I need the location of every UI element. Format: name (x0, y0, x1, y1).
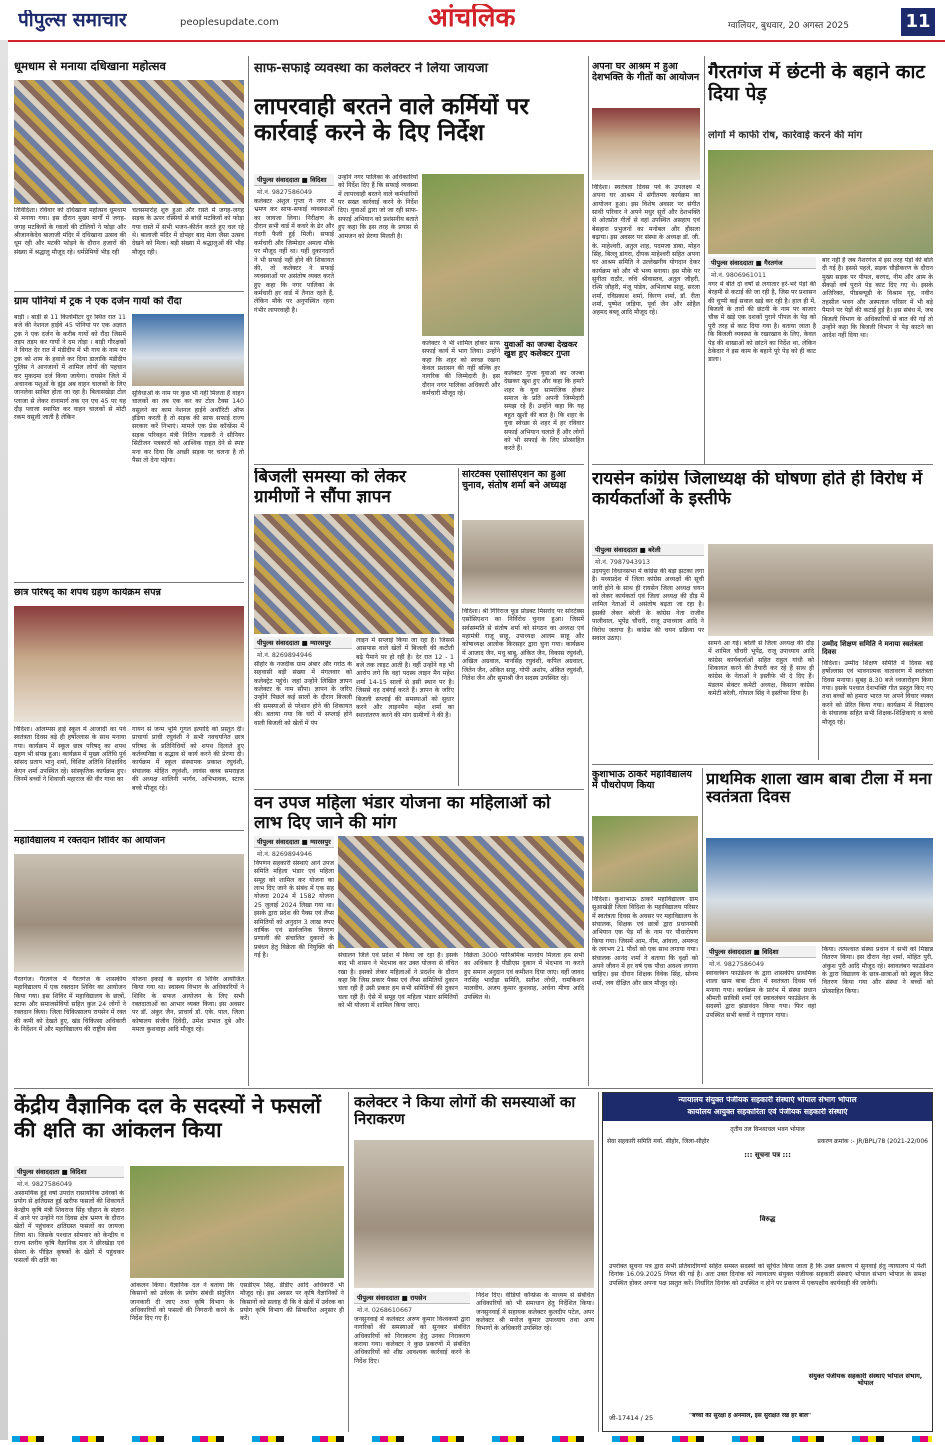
electricity-text-col2: लाइन में सप्लाई किया जा रहा है। जिससे आसपास वाले खेतों में बिजली की कटौती बढ़े पैमाने पर हो रही है। देर रात 12 - 1 बजे तक लाइट आती है। वहीं उन्होंने यह भी आरोप लगे कि वहां पदस्थ लाइन मैन महेश शर्मा 14-15 सालों से इसी स्थान पर है। जिससे वह दबंगई करते हैं। ज्ञापन के जरिए बिजली सप्लाई की समस्याओं को सुधार करने और लाइनमैन महेश शर्मा का स्थानांतरण करने की मांग ग्रामीणों ने की है। (356, 637, 454, 720)
website-url[interactable]: peoplesupdate.com (180, 17, 279, 28)
section-title: आंचलिक (428, 4, 516, 33)
ashram-text: विदिशा। स्वतंत्रता दिवस पर्व के उपलक्ष्य में अपना घर आश्रम में संगीतमय कार्यक्रम का आयोजन हुआ। इस विशेष अवसर पर संगीत साथी परिवार ने अपने मधुर सुरों और देशभक्ति से ओतप्रोत गीतों से वहां उपस्थित असहाय एवं बेसहारा प्रभुजनों का मनोबल और हौसला बढ़ाया। इस अवसर पर संस्था के अध्यक्ष डॉ. जी. के. माहेश्वरी, अतुल शाह, पदमजा डाबा, मोहन सिंह, बिल्लू डांगरा, दीपक माहेश्वरी सहित अपना घर आश्रम समिति ने उल्लेखनीय योगदान देकर कार्यक्रम को और भी भव्य बनाया। इस मौके पर सुनीता राठौर, रुचि श्रीवास्तव, अतुल जौहरी, रश्मि जौहरी, मंजू पांडेय, अभिलाषा साहू, सरला शर्मा, रविप्रकाश शर्मा, किरण शर्मा, डॉ. रीता शर्मा, पुष्पेश जड़िया, पूर्वा जैन और सोहैल अहमद बब्लू आदि मौजूद रहे। (592, 184, 700, 317)
raisen-headline: रायसेन कांग्रेस जिलाध्यक्ष की घोषणा होते ही विरोध में कार्यकर्ताओं के इस्तीफे (592, 470, 923, 509)
electricity-mobile: मो.नं. 8269894946 (257, 652, 312, 659)
electricity-photo (254, 514, 454, 634)
sanitation-kicker: साफ-सफाई व्यवस्था का कलेक्टर ने लिया जायजा (254, 62, 488, 76)
collector-byline: पीपुल्स संवाददाता ■ रायसेन (354, 1292, 470, 1304)
tree-photo (708, 150, 933, 254)
scientists-text-col2: आंकलन किया। वैज्ञानिक दल ने बताया कि किसानों को उर्वरक के प्रयोग संबंधी संतुलित जानकारी दी जाए तथा कृषि विभाग के अधिकारियों को फसलों की निगरानी करने के निर्देश दिए गए हैं। (130, 1282, 234, 1323)
scientists-photo (130, 1166, 344, 1278)
ummeed-text: विदिशा। उम्मीद शिक्षण समिति में दिवस बड़े हर्षोल्लास एवं भावनात्मक वातावरण में स्वतंत्रता दिवस मनाया। सुबह 8.30 बजे ध्वजारोहण किया गया। इसके पश्चात देशभक्ति गीत प्रस्तुत किए गए तथा बच्चों को हमारा भारत पर अपने विचार व्यक्त करने को प्रेरित किया गया। कार्यक्रम में विद्यालय के संचालक सहित सभी शिक्षक-शिक्षिकाएं व बच्चे मौजूद रहे। (822, 660, 933, 726)
tree-mobile: मो.नं. 9806961011 (711, 272, 766, 279)
electricity-text-col1: सीहोर के नजदीक ग्राम अंबार और गरोठ के सहवासी बड़ी संख्या में मंगलवार को कलेक्ट्रेट पहुंचे। जहां उन्होंने लिखित ज्ञापन कलेक्टर के नाम सौंपा। ज्ञापन के जरिए उन्होंने पिछले कई सालों के दौरान बिजली की समस्याओं से परेशान होने की शिकायत की। बताया गया कि घरों में सप्लाई होने वाली बिजली को खेतों में पंप (254, 661, 352, 727)
kushabhau-photo (592, 816, 698, 892)
masthead (8, 0, 945, 42)
sanitation-photo (422, 174, 584, 336)
dadhikhana-text-col2: चलसमारोह शुरु हुआ और रास्ते में जगह-जगह सड़क के ऊपर रस्सियों से बांधी मटकियों को फोड़ा गया रास्ते में सभी भजन-कीर्तन करते हुए चल रहे थे। बालाजी मंदिर में दोपहर बाद मेला जैसा उत्सव देखने को मिला। बड़ी संख्या में श्रद्धालुओं की भीड़ मौजूद रही। (132, 207, 244, 256)
vanupaj-text-col1: विपणन सहकारी संस्थाएं आने उपज समिति महिला भंडार एवं महिला समूह को शामिल कर योजना का लाभ दिए जाने के संबंध में एक सह योजना 2024 में 1582 योजना 25 जुलाई 2024 लिखा गया था। इसके द्वारा प्रदेश की पैक्स एवं लैंप्स समितियों को अनुदान 3 लाख रुपए वार्षिक एवं सार्वजनिक वितरण प्रणाली की संचालित दुकानों के प्रबंधन हेतु विक्रेता की नियुक्ति की गई है। (254, 860, 334, 959)
raisen-photo (708, 544, 933, 636)
scientists-byline: पीपुल्स संवाददाता ■ विदिशा (14, 1166, 124, 1178)
notice-title-band (603, 1093, 932, 1121)
dadhikhana-text-col1: तिविदिशा। रविवार को दधिखाना महोत्सव धूमधाम से मनाया गया। इस दौरान मुख्य मार्गों में जगह-जगह मटकियों के ग्वालों की टोलियों ने फोड़ा और श्रीजानकेदेव बालाजी मंदिर में दधिखाना उत्सव की धूम रही और मटकी फोड़ने के दौरान हजारों की संख्या में श्रद्धालु मौजूद रहे। धर्मप्रेमियों भीड़ रही (14, 207, 126, 256)
vanupaj-mobile: मो.नं. 8269894946 (257, 851, 312, 858)
tree-text-col2: बार नहीं है जब नैशरगंज में इस तरह पेड़ों की बलि दी गई है। इससे पहले, सड़क चौड़ीकरण के दौरान मुख्य सड़क पर पीपल, बरगद, नीम और आम के सैकड़ों वर्ष पुराने पेड़ काट दिए गए थे। इसके अतिरिक्त, पीडब्ल्यूडी के विश्राम गृह, नवीन तहसील भवन और अस्पताल परिसर में भी बड़े पैमाने पर पेड़ों की कटाई हुई है। इस संबंध में, जब बिजली विभाग के अधिकारियों से बात की गई तो उन्होंने कहा कि बिजली विभाग ने पेड़ काटने का आदेश नहीं दिया था। (822, 257, 933, 340)
tree-text-col1: नगर में बीते दो वर्षों से लगातार हरे-भरे पेड़ों की बेरहमी से कटाई की जा रही है, जिस पर प्रशासन की चुप्पी कई सवाल खड़े कर रही है। हाल ही में, बिजली के तारों की छंटनी के नाम पर बाजार चौक में खड़े एक दशकों पुराने पीपल के पेड़ को पूरी तरह से काट दिया गया है। बताया जाता है कि बिजली व्यवस्था के रखरखाव के लिए, केवल पेड़ की शाखाओं को छांटने का निर्देश था, लेकिन ठेकेदार ने इस काम के बहाने पूरे पेड़ को ही काट डाला। (708, 281, 816, 364)
blood-photo (14, 854, 244, 972)
collector-text-col1: जनसुनवाई में कलेक्टर अरुण कुमार विश्वकर्मा द्वारा नागरिकों की समस्याओं को सुनकर संबंधित अधिकारियों को निराकरण हेतु उनका निराकरण कराया गया। कलेक्टर ने कुछ प्रकरणों में संबंधित अधिकारियों को शीघ्र आवश्यक कार्रवाई करने के निर्देश दिए। (354, 1316, 470, 1365)
cows-text-col1: बाड़ी । बाड़ी से 11 किलोमीटर दूर स्थित रात 11 बजे की नेशनल हाईवे 45 पोनियां पर एक अज्ञात ट्रक ने एक दर्जन के करीब गायों को रौंदा जिसमें तड़प तड़प कर गायों ने दम तोड़ा । बाड़ी गौरक्षकों ने विगत देर रात में मंडीदीप में भी गाय के नाम पर ट्रक को शाम के हवाले कर दिया डालाकि मंडीदीप पुलिस ने आनजानों में शामिल लोगों की पहचान कर मुकदमा दर्ज किया जायेगा। रायसेन जिले में अचानक पशुओं के झुंड अब वाहन चालकों के लिए जानलेवा साबित होता जा रहा है। बिलासखेड़ा टोल प्लाजा से लेकर रानामार्ग तक एन एच 45 पर यह दौड़ प्लाजा स्थापित कर वाहन चालकों से मोटी रकम वसूली जाती है लेकिन (14, 314, 126, 422)
oath-text-col2: गायन से जन्म भूमि गूगल इत्यादि को प्रस्तुत दी। प्राचार्या प्राची रघुवंशी ने सभी नवचयनित छात्र परिषद के प्रतिनिधियों को शपथ दिलाते हुए कर्तव्यनिष्ठा व सद्भाव से कार्य करने की प्रेरणा दी। कार्यक्रम में स्कूल संस्थापक प्रकाश रघुवंशी, संचालक मोहित रघुवंशी, लावंस क्लब समराइज की अध्यक्ष शालिनी भार्गव, अभिभावक, स्टाफ बच्चे मौजूद रहे। (132, 726, 244, 792)
sortex-photo (462, 520, 584, 604)
blood-text-col2: योजना इकाई के सहयोग से शिविर आयोजित किया गया था। स्वास्थ्य विभाग के अधिकारियों ने शिविर के सफल आयोजन के लिए सभी रक्तदाताओं का आभार व्यक्त किया। इस अवसर पर डॉ. अंकुर जैन, प्राचार्य डॉ. एके. पाल, जिला कोषालय संजीव दिवेदी, उमेश प्रभात दुबे और ममता कुशवाहा आदि मौजूद रहे। (132, 976, 244, 1034)
oath-headline: छात्र परिषद् का शपथ ग्रहण कार्यक्रम संपन्न (14, 588, 161, 598)
ummeed-headline: उम्मीद शिक्षण समिति ने मनाया स्वतंत्रता दिवस (822, 640, 923, 657)
vanupaj-photo (338, 836, 584, 948)
notice-title-line1: न्यायालय संयुक्त पंजीयक सहकारी संस्थाएं भोपाल संभाग भोपाल (678, 1096, 857, 1104)
raisen-text-col2: सामने आ गई। बरेली से जिला अध्यक्ष की दौड़ में शामिल चौधरी भूपेंद्र, राजू उपाध्याय आदि कांग्रेस कार्यकर्ताओं सहित राहुल गांधी को शिकायत करने की तैयारी कर रहे हैं साथ ही कांग्रेस के नेताओं ने इस्तीफे भी दे दिए हैं। मंडलम सेक्टर कमेटी अध्यक्ष, किसान कांग्रेस कमेटी बरेली, गोपाल सिंह ने इस्तीफा दिया है। (708, 640, 814, 698)
sortex-text: विदिशा। श्री गिरिराज फूड प्रोडक्ट मिसरोद पर सोरटेक्स एसोसिएशन का निर्विरोध चुनाव हुआ। जिसमें सर्वसम्मति से संतोष शर्मा को संगठन का अध्यक्ष एवं महामंत्री राजू साहू, उपाध्यक्ष आलम साहू और कोषाध्यक्ष आलोक किरसहर द्वारा चुना गया। कार्यक्रम में आजाद जैन, मधु बाबू, अंकित जैन, विकास रघुवंशी, अखिल अग्रवाल, मानसिंह रघुवंशी, कपिल अग्रवाल, जितेन जैन, अंकित साहू, गोपी अशोप, अंकित रघुवंशी, नितेश जैन और सुमाश्री जैन सदस्य उपस्थित रहे। (462, 608, 584, 682)
tree-byline: पीपुल्स संवाददाता ■ गैरतगंज (708, 257, 816, 269)
sanitation-sidebar-text: कलेक्टर गुप्ता युवाओं का जज्बा देखकर खुश हुए और कहा कि हमारे शहर के युवा सामाजिक होकर समाज के प्रति अपनी जिम्मेदारी समझ रहे हैं। उन्होंने कहा कि यह बहुत खुशी की बात है। कि शहर के युवा स्वेच्छा से शहर में हर रविवार सफाई अभियान चलाते हैं और लोगों को भी सफाई के लिए प्रोत्साहित करते हैं। (504, 370, 584, 453)
brand-logo: पीपुल्स समाचार (18, 10, 127, 31)
sanitation-headline: लापरवाही बरतने वाले कर्मियों पर कार्रवाई करने के दिए निर्देश (254, 94, 529, 147)
cows-headline: ग्राम पोनियां में ट्रक ने एक दर्जन गायों को रौंदा (14, 296, 182, 307)
dateline: ग्वालियर, बुधवार, 20 अगस्त 2025 (728, 21, 849, 31)
sanitation-mobile: मो.नं. 9827586049 (257, 189, 312, 196)
oath-text-col1: विदिशा। ओलम्पस हाई स्कूल में आजादी का पर्व स्वतंत्रता दिवस बड़े ही हर्षोल्लास के साथ मनाया गया। कार्यक्रम में स्कूल छात्र परिषद् का शपथ ग्रहण भी संपन्न हुआ। कार्यक्रम में मुख्य अतिथि पूर्व सांसद प्रताप भानु शर्मा, विशिष्ट अतिथि शिक्षाविद केएन शर्मा उपस्थित रहे। सांस्कृतिक कार्यक्रम हुए। जिनमें बच्चों ने शिवाजी महाराज की वीर गाथा का (14, 726, 126, 784)
kushabhau-text: विदिशा। कुशाभाऊ ठाकरे महाविद्यालय ग्राम सुआखेड़ी जिला विदिशा के महाविद्यालय परिसर में स्वतंत्रता दिवस के अवसर पर महाविद्यालय के संचालक, शिक्षक एवं छात्रों द्वारा प्रधानमंत्री अभियान एक पेड़ माँ के नाम पर पौधारोपण किया गया। जिसमें आम, नीम, आंवला, अमरूद के लगभग 21 पौधों को एक साथ लगाया गया। संचालक आनंद शर्मा ने बताया कि वृक्षों को अपने जीवन में हर वर्ष एक पौधा अवश्य लगाना चाहिए। इस दौरान शिक्षक विवेक सिंह, सोनम शर्मा, जय दीक्षित और छात्र मौजूद रहे। (592, 896, 698, 987)
raisen-text-col1: उदयपुरा विधानसभा में कांग्रेस की बड़ा झटका लगा है। मध्यप्रदेश में जिला कांग्रेस अध्यक्षों की सूची जारी होने के साथ ही रायसेन जिला अध्यक्ष चयन को लेकर कार्यकर्ता एवं जिला अध्यक्ष की दौड़ में शामिल नेताओं में असंतोष बढ़ता जा रहा है। इसकी लेकर बरेली के कांग्रेस नेता राजीव पालीवाल, भूपेंद्र चौधरी, राजू उपाध्याय आदि ने विरोध जताया है। कांग्रेस की चयन प्रक्रिया पर सवाल उठाए। (592, 568, 704, 642)
sortex-headline: सोरटेक्स एसोसिएशन का हुआ चुनाव, संतोष शर्मा बने अध्यक्ष (462, 470, 567, 491)
notice-footer-slogan: "बच्चों की सुरक्षा है अनमोल, इसे सुरक्षित रखे हर बोल" (689, 1413, 812, 1419)
scientists-text-col1: असामयिक हुई वर्षा उपरांत रासायनिक उर्वरकों के प्रयोग से क्षतिग्रस्त हुई खरीफ फसलों की शिकायतें केन्द्रीय कृषि मंत्री शिवराज सिंह चौहान के संज्ञान में आने पर उन्होंने गत दिवस क्षेत्र भ्रमण के दौरान खेतों में पहुंचकर क्षतिग्रस्त फसलों का जायजा लिया था। जिसके पश्चात सोमवार को केन्द्रीय व राज्य स्तरीय कृषि वैज्ञानिक दल ने छीरखेड़ा एवं सेमरा के पीड़ित कृषकों के खेतों में पहुंचकर फसलों की क्षति का (14, 1190, 124, 1264)
sanitation-sidebar-headline: युवाओं का जज्बा देखकर खुश हुए कलेक्टर गुप्ता (504, 340, 578, 359)
school-byline: पीपुल्स संवाददाता ■ विदिशा (706, 946, 816, 958)
raisen-byline: पीपुल्स संवाददाता ■ बरेली (592, 544, 704, 556)
dadhikhana-headline: धूमधाम से मनाया दधिखाना महोत्सव (14, 60, 166, 73)
cows-photo (132, 314, 244, 386)
color-registration-marks (12, 1436, 932, 1442)
sanitation-text-col2: उन्होंने नगर पालिका के अधिकारियों को निर्देश दिए हैं कि सफाई व्यवस्था में लापरवाही बरतने वाले कर्मचारियों पर सख्त कार्रवाई करने के निर्देश दिए। युवाओं द्वारा जो जा रही साफ-सफाई अभियान को प्रशंसनीय बताते हुए कहा कि इस तरह के प्रयास से आमजन को प्रेरणा मिलती है। (338, 174, 418, 240)
oath-photo (14, 606, 244, 722)
collector-text-col2: निर्देश दिए। वीडियो कॉन्फ्रेंस के माध्यम से संबंधित अधिकारियों को भी समाधान हेतु निर्देशित किया। जनसुनवाई में सहायक कलेक्टर कुलदीप पटेल, अपर कलेक्टर श्री मनोज कुमार उपाध्याय तथा अन्य विभागों के अधिकारी उपस्थित रहे। (476, 1292, 594, 1333)
sanitation-text-col3: कलेक्टर ने भी शामिल होकर साफ सफाई कार्य में भाग लिया। उन्होंने कहा कि शहर को स्वच्छ रखना केवल प्रशासन की नहीं बल्कि हर नागरिक की जिम्मेदारी है। इस दौरान नगर पालिका अधिकारी और कर्मचारी मौजूद रहे। (422, 340, 500, 398)
vanupaj-text-col3: विक्रेता 3000 पारिश्रमिक मानदेय मिलता हम सभी का अधिकार है पीडीएस दुकान में भेदभाव ना करते हुए समान अनुदान एवं कमीशन दिया जाए। वहीं जावद नरसिंह भादौड़ा समिति, सतीश लोधी, रामकिशन मालवीय, अजय कुमार कुशवाह, अर्चना मीणा आदि उपस्थित थे। (464, 952, 584, 1001)
vanupaj-headline: वन उपज महिला भंडार योजना का महिलाओं को लाभ दिए जाने की मांग (254, 794, 551, 833)
notice-footer-number: जी-17414 / 25 (609, 1414, 654, 1422)
notice-title-line2: कार्यालय आयुक्त सहकारिता एवं पंजीयक सहकारी संस्थाएं (687, 1108, 848, 1116)
blood-headline: महाविद्यालय में रक्तदान शिविर का आयोजन (14, 836, 166, 846)
scientists-headline: केंद्रीय वैज्ञानिक दल के सदस्यों ने फसलों की क्षति का आंकलन किया (14, 1094, 321, 1143)
kushabhau-headline: कुशाभाऊ ठाकरे महाविद्यालय में पौधरोपण किया (592, 770, 692, 791)
blood-text-col1: गैरतगंज। गैरतगंज में गैरतगंज के शासकीय महाविद्यालय में एक रक्तदान शिविर का आयोजन किया गया। इस शिविर में महाविद्यालय के छात्रों, स्टाफ और समाजसेवियों सहित कुल 24 लोगों ने रक्तदान किया। जिला चिकित्सालय रायसेन में रक्त की कमी को देखते हुए, खंड चिकित्सा अधिकारी के निर्देशन में और महाविद्यालय की राष्ट्रीय सेवा (14, 976, 126, 1034)
collector-photo (354, 1140, 594, 1288)
legal-notice (602, 1092, 933, 1432)
ashram-photo (592, 108, 700, 180)
notice-address: तृतीय तल विन्ध्याचल भवन भोपाल (730, 1126, 805, 1133)
school-mobile: मो.नं. 9827586049 (709, 961, 764, 968)
sanitation-byline: पीपुल्स संवाददाता ■ विदिशा (254, 174, 334, 186)
school-headline: प्राथमिक शाला खाम बाबा टीला में मना स्वतंत्रता दिवस (706, 770, 932, 807)
notice-subject: सेवा सहकारी समिति मर्या. सीहोर, जिला-सीहोर (607, 1138, 709, 1145)
collector-headline: कलेक्टर ने किया लोगों की समस्याओं का निराकरण (354, 1094, 576, 1129)
registration-stripe (0, 40, 8, 1440)
notice-versus: विरुद्ध (759, 1215, 776, 1223)
school-text-col2: किया। तत्पश्चात संस्था प्रधान ने सभी को मिष्ठान्न वितरण किया। इस दौरान नेहा शर्मा, मोहित पुरी, अंकुश पुरी आदि मौजूद रहे। स्वावलंबन फाउंडेशन के द्वारा विद्यालय के छात्र-छात्राओं को स्कूल किट वितरण किया गया और संस्था ने बच्चों को प्रोत्साहित किया। (822, 946, 933, 995)
school-photo (706, 838, 933, 942)
tree-headline: गैरतगंज में छंटनी के बहाने काट दिया पेड़ (708, 62, 925, 105)
tree-subheadline: लोगों में काफी रोष, कार्रवाई करने की मांग (708, 130, 862, 141)
notice-case-number: प्रकरण क्रमांक :- JR/BPL/78 (2021-22/006 (817, 1138, 928, 1145)
scientists-mobile: मो.नं. 9827586049 (17, 1181, 72, 1188)
vanupaj-text-col2: संचालन जिले एवं प्रदेश में किया जा रहा है। इसके बाद भी शासन ने भेदभाव कर उक्त योजना से वंचित रखा है। इसको लेकर महिलाओं ने प्रदर्शन के दौरान कहा कि जिस प्रकार पैक्स एवं लैंप्स समितियों दुकान चला रही हैं उसी प्रकार हम सभी समितियों की दुकान चला रही हैं। ऐसे में समूह एवं महिला भंडार समितियों को भी योजना में शामिल किया जाए। (338, 952, 458, 1010)
scientists-text-col3: एसडीएम सिंह, डीडीए आदि अधिकारी भी मौजूद रहे। इस अवसर पर कृषि वैज्ञानिकों ने किसानों को सलाह दी कि वे खेतों में उर्वरक का प्रयोग कृषि विभाग की सिफारिश अनुसार ही करें। (240, 1282, 344, 1323)
notice-heading: ::: सूचना पत्र ::: (744, 1151, 791, 1159)
notice-text: उपरोक्त सूचना पत्र द्वारा सभी प्रतिवादीगणों सहित समस्त सदस्यों को सूचित किया जाता है कि उक्त प्रकरण में सुनवाई हेतु न्यायालय में पेशी दिनांक 16.09.2025 नियत की गई है। अतः उक्त दिनांक को न्यायालय संयुक्त पंजीयक सहकारी संस्थाएं भोपाल संभाग भोपाल के समक्ष उपस्थित होकर अपना पक्ष प्रस्तुत करें। निर्धारित दिनांक को उपस्थित न होने पर प्रकरण में एकपक्षीय कार्यवाही की जावेगी। (609, 1263, 926, 1287)
notice-signature: संयुक्त पंजीयक सहकारी संस्थाएं भोपाल संभाग, भोपाल (808, 1373, 923, 1388)
dadhikhana-photo (14, 80, 244, 204)
vanupaj-byline: पीपुल्स संवाददाता ■ ग्यारसपुर (254, 836, 334, 848)
cows-text-col2: सुविधाओं के नाम पर कुछ भी नहीं मिलता है वाहन चालकों का तब एक कर का टोल टैक्स 140 वसूलने का काम नेशनल हाईवे अथॉरिटी ऑफ इंडिया करती है तो सड़क की साफ सफाई राज्य सरकार करें निभाएं। मामले एक प्रेस कॉन्फ्रेंस में सड़क परिवहन मंत्री नितिन गडकरी ने सीनियर सिटीजन पत्रकारों को आश्विक राहत देने से स्पष्ट मना कर दिया कि अच्छी सड़क पर चलना है तो पैसा तो देना पड़ेगा। (132, 390, 244, 464)
page-number: 11 (901, 8, 935, 36)
ashram-headline: अपना घर आश्रम में हुआ देशभक्ति के गीतों का आयोजन (592, 62, 700, 83)
collector-mobile: मो.नं. 0268610667 (357, 1307, 412, 1314)
electricity-headline: बिजली समस्या को लेकर ग्रामीणों ने सौंपा ज्ञापन (254, 468, 406, 507)
raisen-mobile: मो.नं. 7987943913 (595, 559, 650, 566)
sanitation-text-col1: कलेक्टर अंशुल गुप्ता ने नगर में भ्रमण कर साफ-सफाई व्यवस्थाओं का जायजा लिया। निरीक्षण के दौरान सभी वार्ड में कचरे के ढेर और गंदगी फैली हुई मिली। सफाई कर्मचारी और जिम्मेदार अमला मौके पर मौजूद नहीं था। यहीं दुकानदारों ने भी सफाई नहीं होने की शिकायत की, तो कलेक्टर ने सफाई व्यवस्थाओं पर असंतोष व्यक्त करते हुए कहा कि नगर पालिका के कर्मचारी हर वार्ड में तैनात रहते हैं, लेकिन मौके पर अनुपस्थित रहना गंभीर लापरवाही है। (254, 198, 334, 314)
electricity-byline: पीपुल्स संवाददाता ■ ग्यारसपुर (254, 637, 352, 649)
school-text-col1: स्वावलंबन फाउंडेशन के द्वारा शासकीय प्राथमिक शाला खाम बाबा टीला में स्वतंत्रता दिवस पर्व मनाया गया। कार्यक्रम के प्रारंभ में संस्था प्रधान श्रीमती सावित्री शर्मा एवं स्वावलंबन फाउंडेशन के सदस्यों द्वारा झंडावंदन किया गया। फिर वहां उपस्थित सभी बच्चों ने राष्ट्रगान गाया। (706, 970, 816, 1019)
